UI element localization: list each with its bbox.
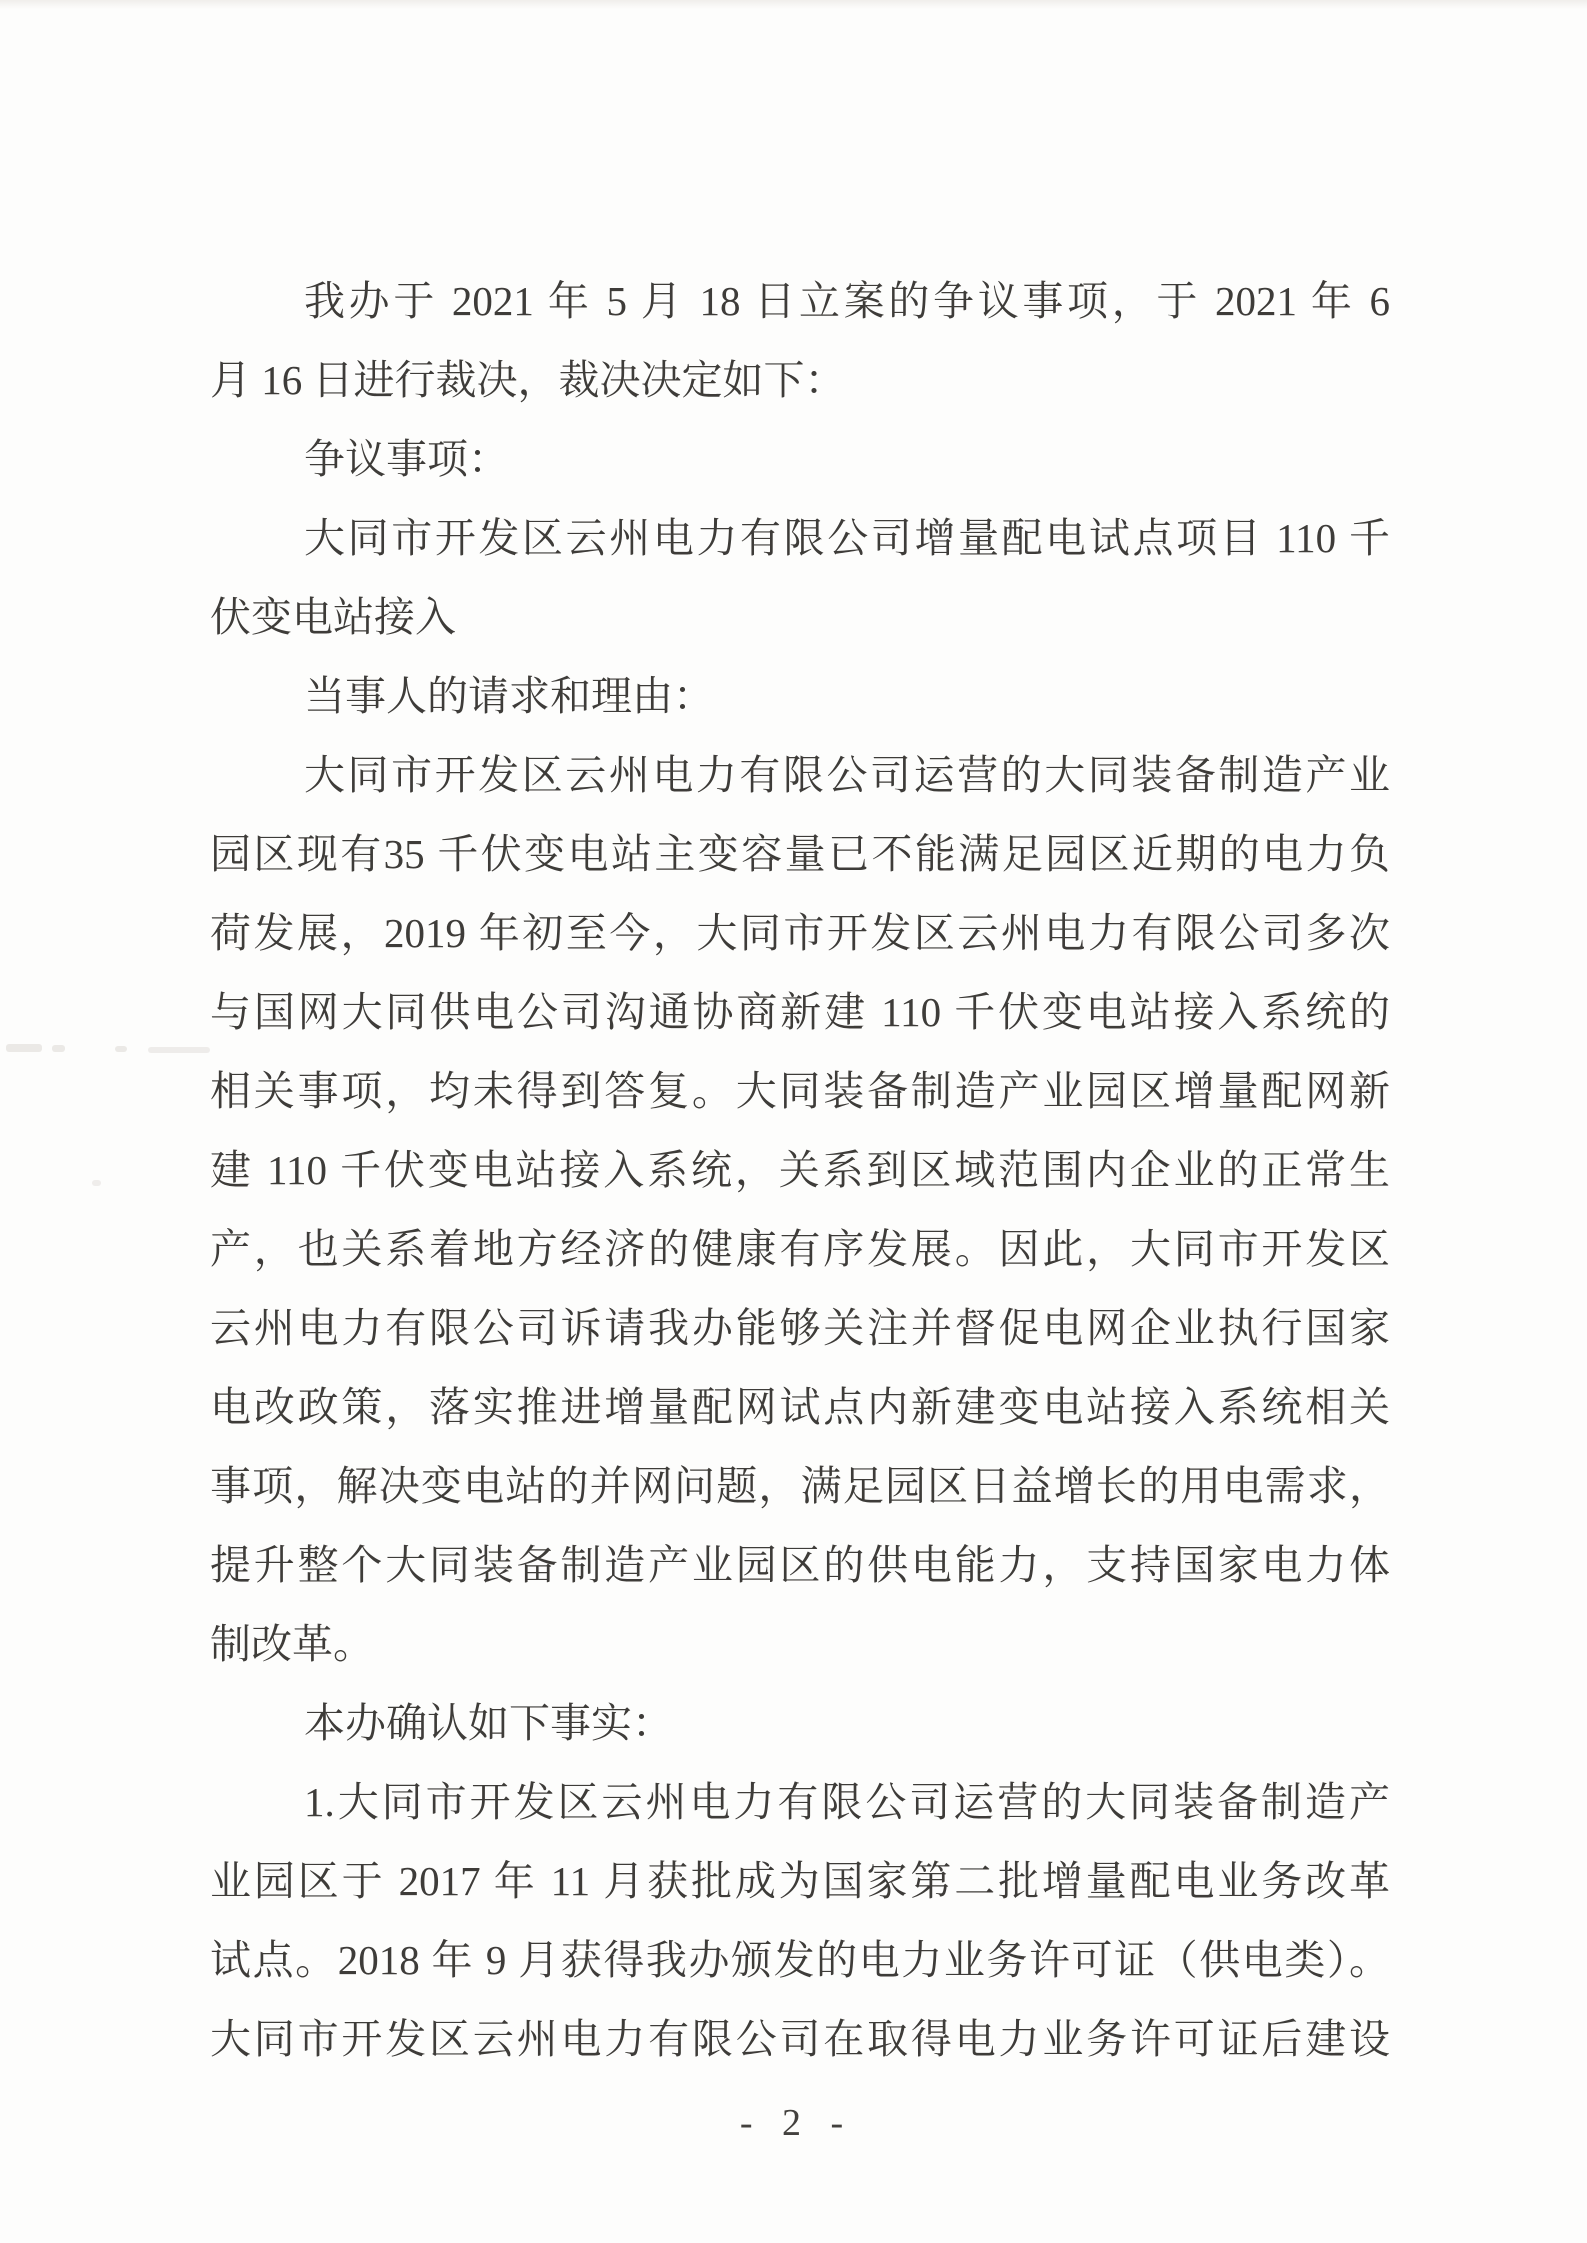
text-line: 园区现有35 千伏变电站主变容量已不能满足园区近期的电力负 (210, 831, 1390, 877)
text-line: 1.大同市开发区云州电力有限公司运营的大同装备制造产 (304, 1779, 1390, 1825)
text-line: 相关事项，均未得到答复。大同装备制造产业园区增量配网新 (210, 1068, 1390, 1114)
scan-artifact-smudge (52, 1045, 65, 1052)
text-line: 与国网大同供电公司沟通协商新建 110 千伏变电站接入系统的 (210, 989, 1390, 1035)
text-line: 大同市开发区云州电力有限公司运营的大同装备制造产业 (304, 752, 1390, 798)
scan-artifact-smudge (6, 1044, 42, 1052)
text-line: 建 110 千伏变电站接入系统，关系到区域范围内企业的正常生 (210, 1147, 1390, 1193)
text-line: 制改革。 (210, 1621, 374, 1667)
scan-artifact-smudge (115, 1046, 127, 1052)
text-line: 争议事项： (304, 436, 509, 482)
page-number: - 2 - (739, 2102, 848, 2144)
text-line: 业园区于 2017 年 11 月获批成为国家第二批增量配电业务改革 (210, 1858, 1390, 1904)
text-line: 月 16 日进行裁决，裁决决定如下： (210, 357, 846, 403)
scan-artifact-smudge (148, 1047, 210, 1053)
text-line: 提升整个大同装备制造产业园区的供电能力，支持国家电力体 (210, 1542, 1390, 1588)
text-line: 试点。2018 年 9 月获得我办颁发的电力业务许可证（供电类）。 (210, 1937, 1390, 1983)
text-line: 电改政策，落实推进增量配网试点内新建变电站接入系统相关 (210, 1384, 1390, 1430)
text-line: 事项，解决变电站的并网问题，满足园区日益增长的用电需求， (210, 1463, 1390, 1509)
text-line: 产，也关系着地方经济的健康有序发展。因此，大同市开发区 (210, 1226, 1390, 1272)
text-line: 大同市开发区云州电力有限公司在取得电力业务许可证后建设 (210, 2016, 1390, 2062)
document-body (210, 262, 1390, 2079)
text-line: 伏变电站接入 (210, 594, 456, 640)
text-line: 当事人的请求和理由： (304, 673, 714, 719)
text-line: 我办于 2021 年 5 月 18 日立案的争议事项，于 2021 年 6 (304, 278, 1390, 324)
scan-artifact-smudge (92, 1180, 101, 1186)
scan-artifact-top-edge (0, 0, 1587, 9)
text-line: 本办确认如下事实： (304, 1700, 673, 1746)
text-line: 云州电力有限公司诉请我办能够关注并督促电网企业执行国家 (210, 1305, 1390, 1351)
text-line: 荷发展，2019 年初至今，大同市开发区云州电力有限公司多次 (210, 910, 1390, 956)
text-line: 大同市开发区云州电力有限公司增量配电试点项目 110 千 (304, 515, 1390, 561)
